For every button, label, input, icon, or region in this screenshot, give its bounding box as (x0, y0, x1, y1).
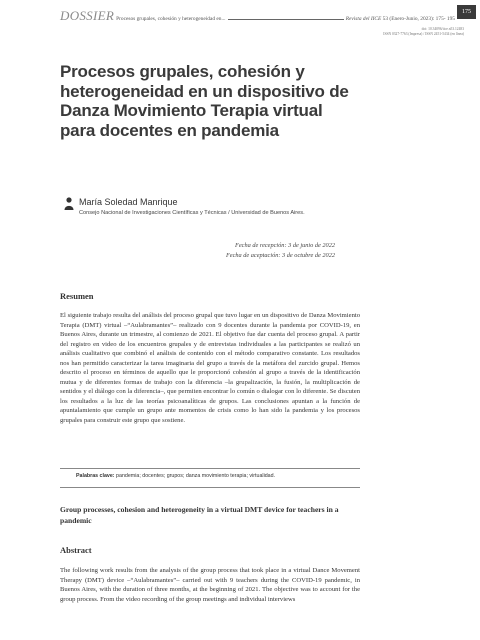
header-rule (228, 19, 344, 20)
doi: doi: 10.34096/iice.n53.12483 (421, 27, 464, 31)
journal-issue: 53 (Enero-Junio, 2023): 175- 195 (381, 16, 455, 22)
section-label: DOSSIER (60, 8, 115, 23)
journal-citation (346, 16, 455, 22)
running-title: Procesos grupales, cohesión y heterogeneidad en... (116, 16, 226, 22)
accepted-date: Fecha de aceptación: 3 de octubre de 2022 (225, 252, 335, 259)
running-header (60, 8, 455, 22)
abstract-text: The following work results from the analysis of the group process that took place in a virtual Dance Movement Therapy (DMT) device –“Aulabramantes”– carried out with 9 teachers during the COVID-19 pandemic, in Buenos Aires, with the duration of three months, at the beginning of 2021. The objective was to account for the group process. From the video recording of the group meetings and individual interviews (60, 567, 360, 603)
keywords-top-rule (60, 468, 360, 469)
abstract-heading: Abstract (60, 545, 92, 555)
journal-name: Revista del IICE (345, 16, 382, 22)
keywords-text: pandemia; docentes; grupos; danza movimiento terapia; virtualidad. (114, 473, 276, 479)
keywords-bottom-rule (60, 487, 360, 488)
resumen-text: El siguiente trabajo resulta del análisis del proceso grupal que tuvo lugar en un dispositivo de Danza Movimiento Terapia (DMT) virtual –“Aulabramantes”– realizado con 9 docentes durante la pandemia por COVID-19, en Buenos Aires, durante un trimestre, al comienzo de 2021. El objetivo fue dar cuenta del proceso grupal. A partir del registro en video de los encuentros grupales y de entrevistas individuales a las participantes se realizó un análisis cualitativo que combinó el análisis de contenido con el método comparativo constante. Los resultados nos han permitido caracterizar la tarea imaginaria del grupo a través de la metáfora del zurcido grupal. Hemos descrito el proceso en términos de aquello que le proporcionó cohesión al grupo a través de la identificación mutua y de diferentes formas de trabajo con la diferencia –la grupalización, la fusión, la multiplicación de sentidos y el diálogo con la diferencia–, que permiten encontrar lo común o dialogar con lo diferente. Se discuten los resultados a la luz de las teorías psicoanalíticas de grupos. Las conclusiones apuntan a la función de apuntalamiento que cumple un grupo ante momentos de crisis como lo han sido la pandemia y los procesos grupales para construir este grupo que sostiene. (60, 312, 360, 425)
keywords (76, 473, 360, 479)
author-affiliation: Consejo Nacional de Investigaciones Científicas y Técnicas / Universidad de Buenos Aires. (79, 210, 305, 216)
publication-dates (226, 241, 335, 261)
issn: ISSN 0327-7763 (Impresa) / ISSN 2451-5434 (en línea) (383, 32, 464, 36)
author-name: María Soledad Manrique (79, 197, 178, 207)
resumen-heading: Resumen (60, 291, 94, 301)
english-title: Group processes, cohesion and heterogeneity in a virtual DMT device for teachers in a pandemic (60, 505, 339, 525)
identifiers (383, 27, 464, 37)
keywords-label: Palabras clave: (76, 473, 115, 479)
received-date: Fecha de recepción: 3 de junio de 2022 (235, 242, 335, 249)
page-number: 175 (457, 5, 476, 19)
author-icon (64, 197, 74, 210)
article-title: Procesos grupales, cohesión y heterogeneidad en un dispositivo de Danza Movimiento Terapia virtual para docentes en pandemia (60, 62, 349, 140)
